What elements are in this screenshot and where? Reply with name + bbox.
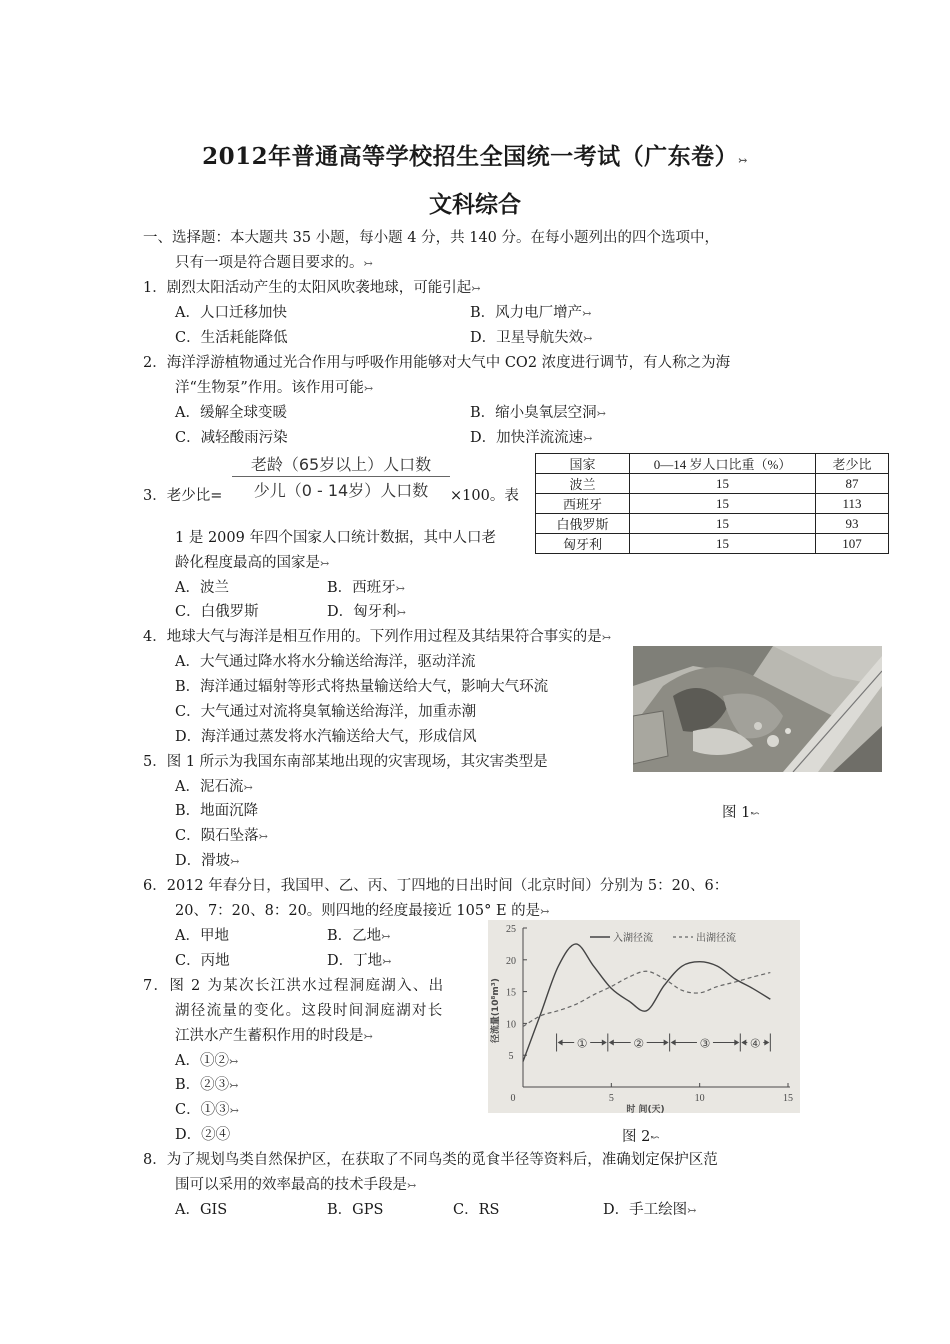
arrow-right-icon bbox=[764, 1039, 769, 1045]
inflow-data-point bbox=[522, 1061, 523, 1062]
question-1-option-c[interactable]: C．生活耗能降低 bbox=[175, 330, 288, 346]
question-7-stem-line2: 湖径流量的变化。这段时间洞庭湖对长 bbox=[175, 1003, 444, 1019]
paragraph-mark-icon: ↣ bbox=[363, 1030, 373, 1043]
table-cell-aging-ratio: 93 bbox=[816, 514, 889, 534]
period-label: ① bbox=[576, 1036, 588, 1051]
paragraph-mark-icon: ↣ bbox=[229, 1104, 239, 1117]
arrow-left-icon bbox=[609, 1039, 614, 1045]
paragraph-mark-icon: ↣ bbox=[687, 1204, 697, 1217]
outflow-data-point bbox=[522, 1026, 523, 1027]
inflow-data-point bbox=[770, 999, 771, 1000]
table-cell-aging-ratio: 87 bbox=[816, 474, 889, 494]
paragraph-mark-icon: ↣ bbox=[258, 830, 268, 843]
paragraph-mark-icon: ↣ bbox=[229, 1079, 239, 1092]
question-8-option-b[interactable]: B．GPS bbox=[327, 1202, 384, 1218]
question-1-option-b[interactable] bbox=[470, 303, 591, 324]
x-tick-label: 0 bbox=[510, 1093, 516, 1104]
question-7-option-a[interactable] bbox=[175, 1051, 238, 1072]
question-stem-text: 4．地球大气与海洋是相互作用的。下列作用过程及其结果符合事实的是 bbox=[143, 629, 602, 645]
arrow-left-icon bbox=[741, 1039, 746, 1045]
option-text: D．滑坡 bbox=[175, 853, 231, 869]
question-stem-text: 20、7：20、8：20。则四地的经度最接近 105° E 的是 bbox=[175, 903, 541, 919]
y-tick-label: 5 bbox=[508, 1051, 514, 1063]
outflow-data-point bbox=[575, 1004, 576, 1005]
inflow-data-point bbox=[593, 966, 594, 967]
option-text: D．手工绘图 bbox=[603, 1202, 688, 1218]
question-1-option-a[interactable]: A．人口迁移加快 bbox=[175, 305, 287, 321]
paragraph-mark-icon: ↣ bbox=[230, 855, 240, 868]
table-cell-child-share: 15 bbox=[630, 494, 816, 514]
option-text: B．风力电厂增产 bbox=[470, 305, 583, 321]
outflow-data-point bbox=[593, 994, 594, 995]
question-5-stem: 5．图 1 所示为我国东南部某地出现的灾害现场，其灾害类型是 bbox=[143, 754, 548, 770]
arrow-left-icon bbox=[671, 1039, 676, 1045]
question-2-option-d[interactable] bbox=[470, 428, 592, 449]
y-tick-label: 20 bbox=[506, 955, 516, 967]
legend-inflow-label: 入湖径流 bbox=[613, 933, 653, 944]
aging-ratio-formula bbox=[232, 452, 450, 501]
option-text: C．①③ bbox=[175, 1102, 230, 1118]
anchor-icon: ↜ bbox=[750, 807, 760, 820]
x-axis-label: 时 间(天) bbox=[626, 1105, 665, 1113]
y-tick-label: 25 bbox=[506, 924, 516, 935]
paragraph-mark-icon: ↣ bbox=[407, 1179, 417, 1192]
paragraph-mark-icon: ↣ bbox=[583, 432, 593, 445]
outflow-data-point bbox=[664, 978, 665, 979]
table-cell-child-share: 15 bbox=[630, 474, 816, 494]
question-8-option-a[interactable]: A．GIS bbox=[175, 1202, 228, 1218]
outflow-data-point bbox=[734, 981, 735, 982]
table-cell-aging-ratio: 107 bbox=[816, 534, 889, 554]
table-row bbox=[536, 534, 889, 554]
question-7-option-c[interactable] bbox=[175, 1100, 239, 1121]
question-4-stem bbox=[143, 627, 611, 648]
section-instructions-text: 只有一项是符合题目要求的。 bbox=[175, 255, 364, 271]
figure-1-caption bbox=[722, 801, 760, 822]
formula-numerator: 老龄（65岁以上）人口数 bbox=[232, 452, 450, 477]
question-7-stem-line1: 7．图 2 为某次长江洪水过程洞庭湖入、出 bbox=[143, 978, 445, 994]
table-cell-country: 匈牙利 bbox=[536, 534, 630, 554]
question-7-stem-line3 bbox=[175, 1026, 373, 1047]
table-header-aging-ratio: 老少比 bbox=[816, 454, 889, 474]
question-8-option-d[interactable] bbox=[603, 1200, 696, 1221]
outflow-data-point bbox=[558, 1010, 559, 1011]
table-cell-country: 西班牙 bbox=[536, 494, 630, 514]
x-tick-label: 15 bbox=[783, 1093, 793, 1104]
question-4-option-c[interactable]: C．大气通过对流将臭氧输送给海洋，加重赤潮 bbox=[175, 704, 477, 720]
landslide-photo-icon bbox=[633, 646, 882, 772]
section-instructions-line2 bbox=[175, 253, 373, 274]
inflow-data-point bbox=[628, 1001, 629, 1002]
figure-caption-text: 图 2 bbox=[622, 1129, 651, 1145]
paragraph-mark-icon: ↣ bbox=[583, 332, 593, 345]
paragraph-mark-icon: ↣ bbox=[596, 407, 606, 420]
paragraph-mark-icon: ↣ bbox=[243, 781, 253, 794]
question-6-option-b[interactable] bbox=[327, 926, 390, 947]
runoff-line-chart bbox=[488, 920, 800, 1113]
question-5-option-c[interactable] bbox=[175, 826, 268, 847]
x-tick-label: 5 bbox=[608, 1093, 614, 1104]
table-header-row bbox=[536, 454, 889, 474]
question-6-option-c[interactable]: C．丙地 bbox=[175, 953, 230, 969]
outflow-data-point bbox=[646, 971, 647, 972]
question-3-option-c[interactable]: C．白俄罗斯 bbox=[175, 604, 259, 620]
option-text: D．卫星导航失效 bbox=[470, 330, 584, 346]
question-stem-text: 龄化程度最高的国家是 bbox=[175, 555, 320, 571]
question-6-option-a[interactable]: A．甲地 bbox=[175, 928, 229, 944]
inflow-data-point bbox=[734, 978, 735, 979]
question-2-option-c[interactable]: C．减轻酸雨污染 bbox=[175, 430, 288, 446]
figure-2-chart bbox=[488, 920, 800, 1113]
question-5-option-d[interactable] bbox=[175, 851, 239, 872]
option-text: A．泥石流 bbox=[175, 779, 244, 795]
inflow-data-point bbox=[611, 988, 612, 989]
population-table bbox=[535, 453, 889, 554]
table-row bbox=[536, 494, 889, 514]
question-4-option-a[interactable]: A．大气通过降水将水分输送给海洋，驱动洋流 bbox=[175, 654, 476, 670]
x-tick-label: 10 bbox=[694, 1093, 705, 1104]
inflow-data-point bbox=[540, 1013, 541, 1014]
paragraph-mark-icon: ↣ bbox=[382, 955, 392, 968]
question-6-option-d[interactable] bbox=[327, 951, 391, 972]
outflow-data-point bbox=[717, 986, 718, 987]
question-2-stem-line2 bbox=[175, 378, 373, 399]
paragraph-mark-icon: ↣ bbox=[363, 257, 373, 270]
question-stem-text: 1．剧烈太阳活动产生的太阳风吹袭地球，可能引起 bbox=[143, 280, 472, 296]
question-8-stem-line2 bbox=[175, 1175, 416, 1196]
paragraph-mark-icon: ↣ bbox=[396, 606, 406, 619]
question-6-stem-line1: 6．2012 年春分日，我国甲、乙、丙、丁四地的日出时间（北京时间）分别为 5：20、6： bbox=[143, 878, 729, 894]
y-tick-label: 10 bbox=[506, 1019, 516, 1031]
paragraph-mark-icon: ↣ bbox=[381, 930, 391, 943]
option-text: D．加快洋流流速 bbox=[470, 430, 584, 446]
table-cell-child-share: 15 bbox=[630, 514, 816, 534]
outflow-data-point bbox=[752, 976, 753, 977]
question-3-option-a[interactable]: A．波兰 bbox=[175, 580, 229, 596]
question-6-stem-line2 bbox=[175, 901, 549, 922]
paragraph-mark-icon: ↣ bbox=[363, 382, 374, 395]
table-cell-country: 波兰 bbox=[536, 474, 630, 494]
question-4-option-d[interactable]: D．海洋通过蒸发将水汽输送给大气，形成信风 bbox=[175, 729, 477, 745]
outflow-data-point bbox=[611, 986, 612, 987]
question-2-option-a[interactable]: A．缓解全球变暖 bbox=[175, 405, 287, 421]
figure-2-caption bbox=[622, 1125, 660, 1146]
landslide-photo bbox=[633, 646, 882, 772]
paragraph-mark-icon: ↣ bbox=[471, 282, 481, 295]
table-row bbox=[536, 514, 889, 534]
question-7-option-d[interactable]: D．②④ bbox=[175, 1127, 231, 1143]
period-label: ④ bbox=[749, 1036, 761, 1051]
paragraph-mark-icon: ↣ bbox=[601, 631, 611, 644]
question-5-option-a[interactable] bbox=[175, 777, 253, 798]
exam-title bbox=[0, 138, 950, 171]
chart-periods bbox=[557, 1033, 771, 1051]
period-label: ③ bbox=[699, 1036, 711, 1051]
chart-legend bbox=[590, 931, 736, 944]
question-4-option-b[interactable]: B．海洋通过辐射等形式将热量输送给大气，影响大气环流 bbox=[175, 679, 549, 695]
question-3-stem-line3 bbox=[175, 553, 329, 574]
question-8-stem-line1: 8．为了规划鸟类自然保护区，在获取了不同鸟类的觅食半径等资料后，准确划定保护区范 bbox=[143, 1152, 718, 1168]
exam-title-text: 2012年普通高等学校招生全国统一考试（广东卷） bbox=[202, 143, 739, 170]
question-3-stem-line2: 1 是 2009 年四个国家人口统计数据，其中人口老 bbox=[175, 530, 496, 546]
section-instructions-line1: 一、选择题：本大题共 35 小题，每小题 4 分，共 140 分。在每小题列出的四个选项中， bbox=[143, 230, 720, 246]
inflow-data-point bbox=[752, 988, 753, 989]
y-axis-label: 径流量(10⁸m³) bbox=[491, 978, 501, 1044]
outflow-series-line bbox=[523, 971, 770, 1026]
question-3-option-b[interactable] bbox=[327, 578, 405, 599]
outflow-data-point bbox=[540, 1015, 541, 1016]
inflow-data-point bbox=[699, 961, 700, 962]
option-text: D．丁地 bbox=[327, 953, 383, 969]
question-stem-text: 江洪水产生蓄积作用的时段是 bbox=[175, 1028, 364, 1044]
arrow-right-icon bbox=[664, 1039, 669, 1045]
table-header-country: 国家 bbox=[536, 454, 630, 474]
table-cell-aging-ratio: 113 bbox=[816, 494, 889, 514]
arrow-right-icon bbox=[734, 1039, 739, 1045]
question-2-stem-line1: 2．海洋浮游植物通过光合作用与呼吸作用能够对大气中 CO2 浓度进行调节，有人称之为海 bbox=[143, 355, 731, 371]
outflow-data-point bbox=[681, 990, 682, 991]
outflow-data-point bbox=[628, 976, 629, 977]
period-label: ② bbox=[633, 1036, 645, 1051]
outflow-data-point bbox=[699, 992, 700, 993]
option-text: C．陨石坠落 bbox=[175, 828, 259, 844]
question-1-stem bbox=[143, 278, 480, 299]
paragraph-mark-icon: ↣ bbox=[228, 1055, 239, 1068]
option-text: D．匈牙利 bbox=[327, 604, 397, 620]
exam-subtitle: 文科综合 bbox=[429, 191, 521, 218]
table-row bbox=[536, 474, 889, 494]
paragraph-mark-icon: ↣ bbox=[540, 905, 550, 918]
inflow-data-point bbox=[664, 985, 665, 986]
paragraph-mark-icon: ↣ bbox=[320, 557, 330, 570]
inflow-data-point bbox=[717, 966, 718, 967]
question-stem-text: 洋“生物泵”作用。该作用可能 bbox=[175, 380, 364, 396]
table-cell-country: 白俄罗斯 bbox=[536, 514, 630, 534]
option-text: B．乙地 bbox=[327, 928, 382, 944]
question-3-suffix: ×100。表 bbox=[450, 488, 519, 504]
question-3-option-d[interactable] bbox=[327, 602, 406, 623]
paragraph-mark-icon: ↣ bbox=[738, 154, 748, 167]
question-3-prefix: 3．老少比= bbox=[143, 488, 223, 504]
table-header-child-share: 0—14 岁人口比重（%） bbox=[630, 454, 816, 474]
paragraph-mark-icon: ↣ bbox=[582, 307, 592, 320]
option-text: B．西班牙 bbox=[327, 580, 396, 596]
question-stem-text: 围可以采用的效率最高的技术手段是 bbox=[175, 1177, 407, 1193]
inflow-data-point bbox=[558, 966, 559, 967]
paragraph-mark-icon: ↣ bbox=[395, 582, 405, 595]
figure-caption-text: 图 1 bbox=[722, 805, 751, 821]
y-tick-label: 15 bbox=[506, 987, 516, 999]
anchor-icon: ↜ bbox=[650, 1131, 660, 1144]
arrow-left-icon bbox=[558, 1039, 563, 1045]
inflow-data-point bbox=[681, 966, 682, 967]
table-cell-child-share: 15 bbox=[630, 534, 816, 554]
option-text: B．缩小臭氧层空洞 bbox=[470, 405, 597, 421]
option-text: A．①② bbox=[175, 1053, 229, 1069]
arrow-right-icon bbox=[602, 1039, 607, 1045]
question-8-option-c[interactable]: C．RS bbox=[453, 1202, 500, 1218]
question-7-option-b[interactable] bbox=[175, 1075, 238, 1096]
question-2-option-b[interactable] bbox=[470, 403, 606, 424]
outflow-data-point bbox=[770, 972, 771, 973]
inflow-data-point bbox=[646, 1010, 647, 1011]
formula-denominator: 少儿（0 - 14岁）人口数 bbox=[253, 481, 429, 500]
question-5-option-b[interactable]: B．地面沉降 bbox=[175, 803, 259, 819]
question-1-option-d[interactable] bbox=[470, 328, 592, 349]
option-text: B．②③ bbox=[175, 1077, 230, 1093]
legend-outflow-label: 出湖径流 bbox=[696, 933, 736, 944]
inflow-data-point bbox=[575, 943, 576, 944]
